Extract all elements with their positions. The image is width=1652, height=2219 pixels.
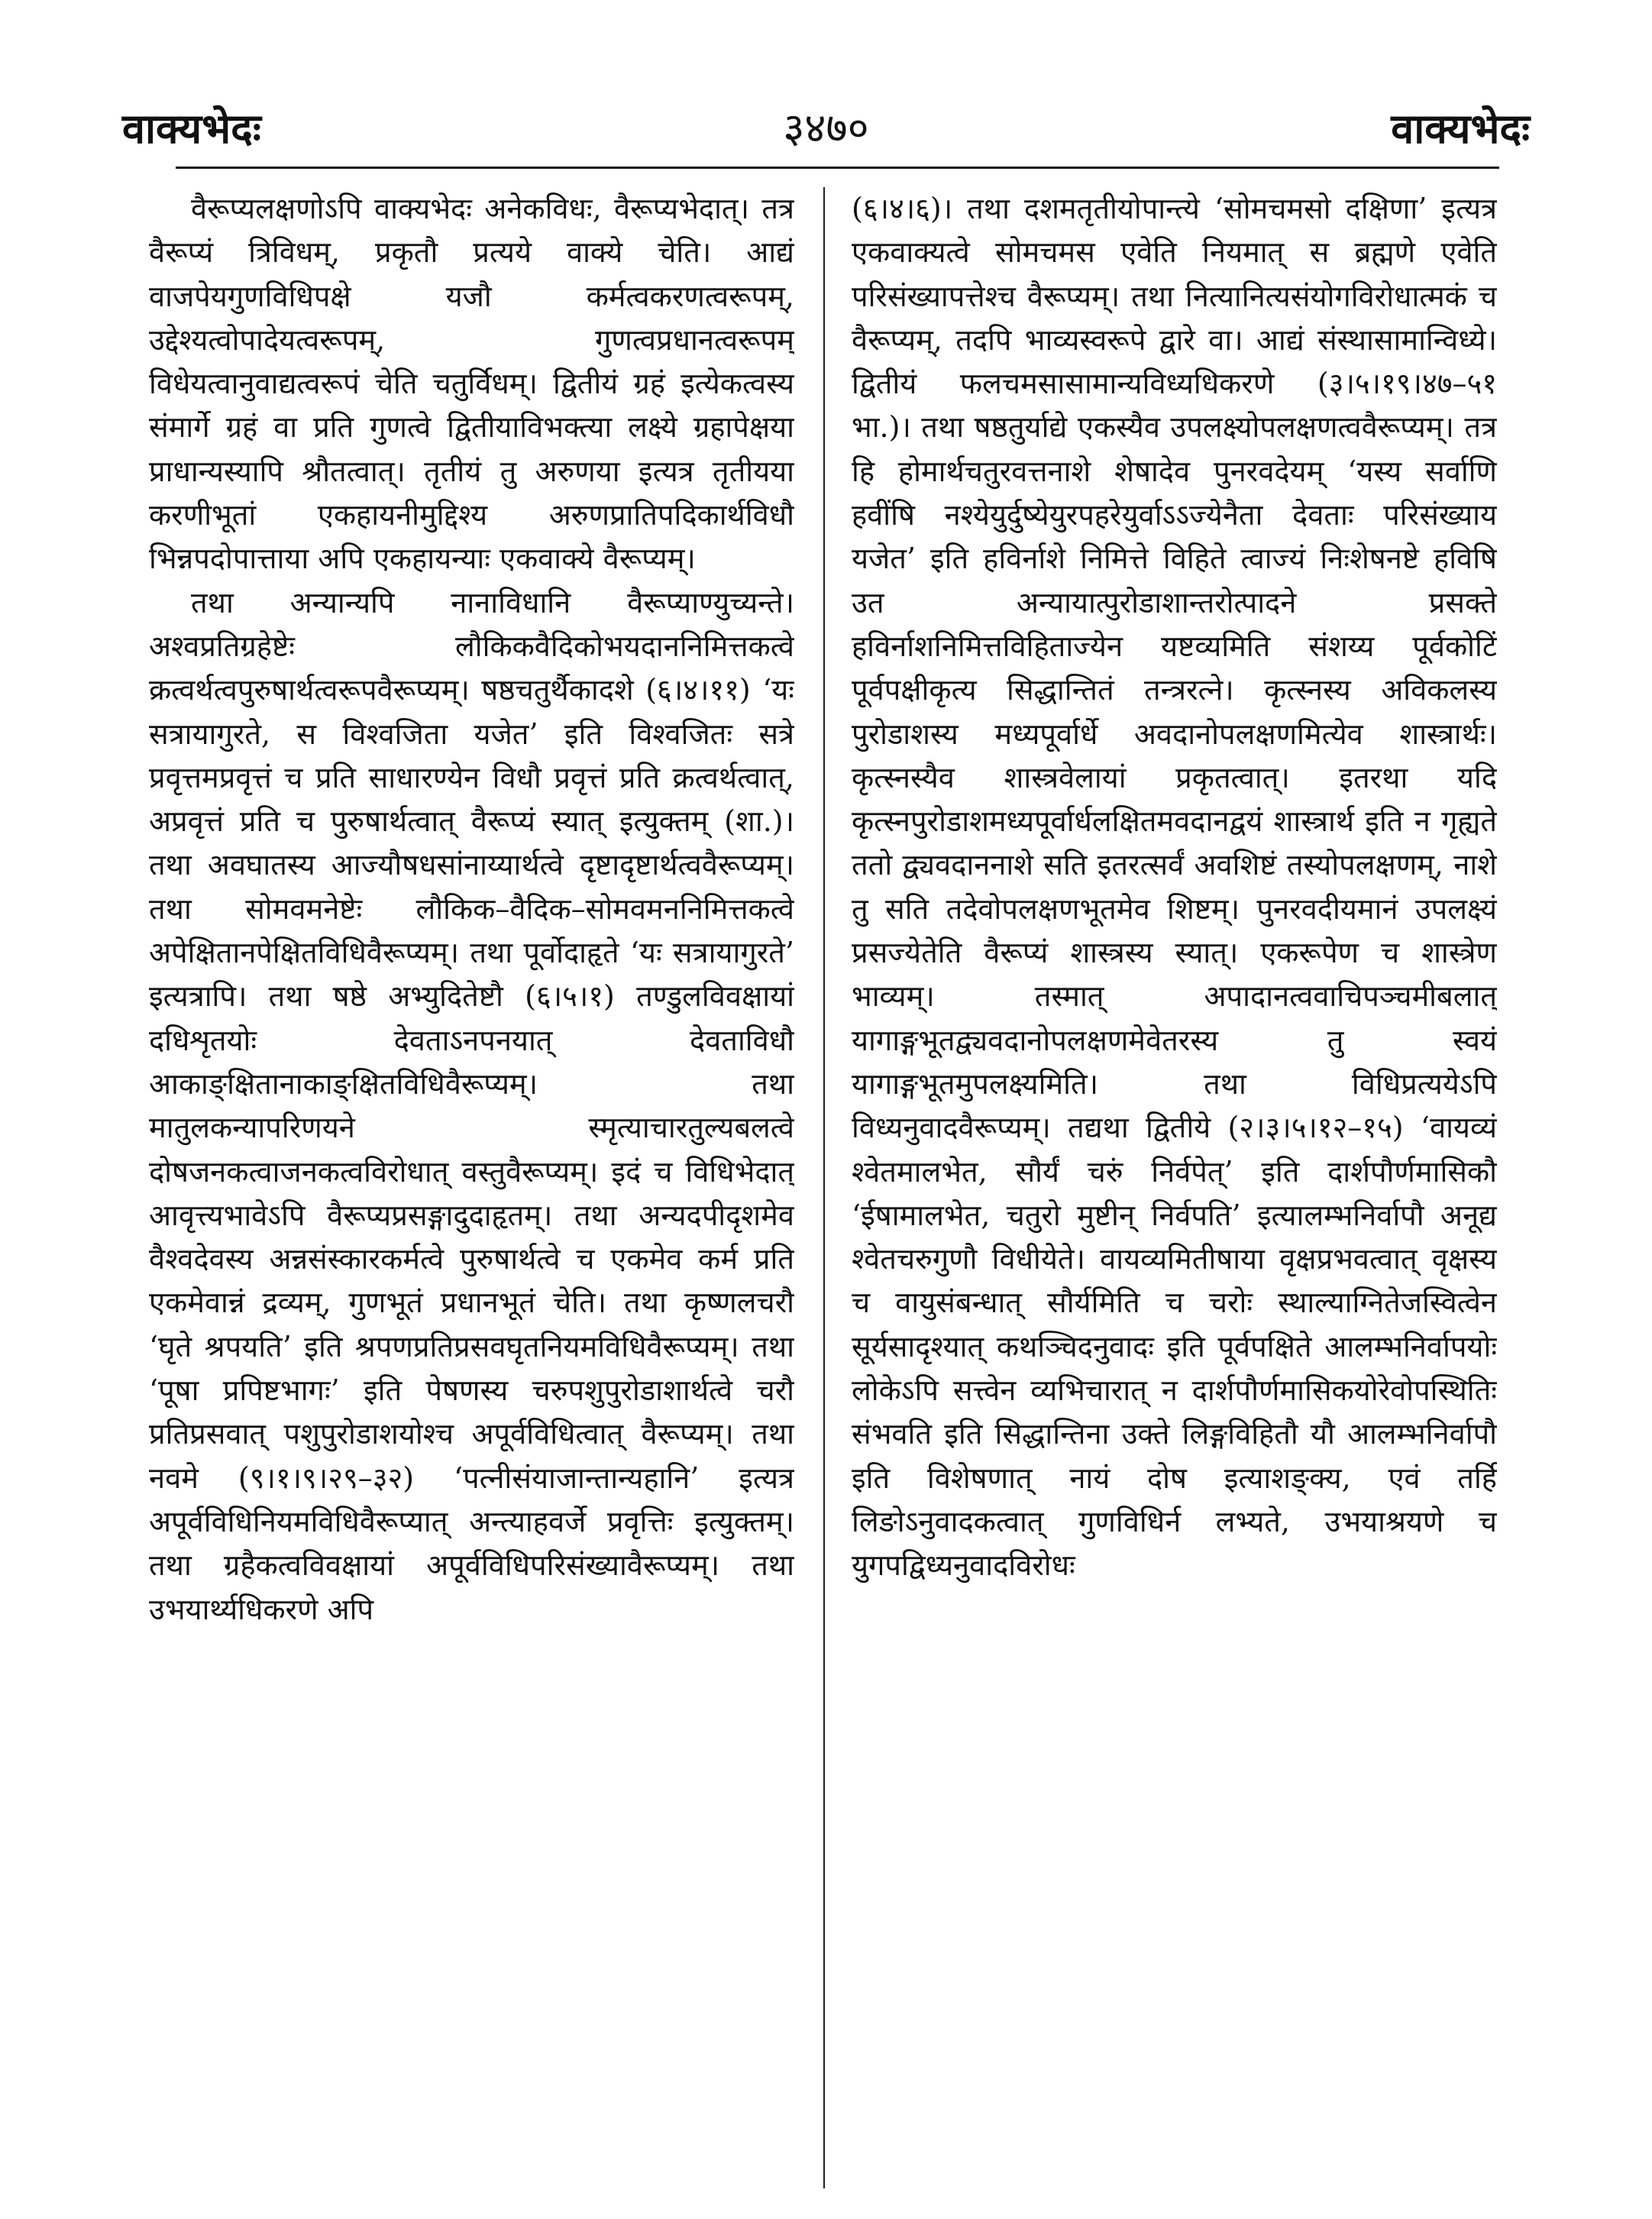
- page-number: ३४७०: [783, 104, 869, 152]
- column-divider: [823, 187, 825, 2188]
- right-column: [852, 187, 1497, 2188]
- left-paragraph-2: तथा अन्यान्यपि नानाविधानि वैरूप्याण्युच्यन्ते। अश्वप्रतिग्रहेष्टेः लौकिकवैदिकोभयदाननिमित्तकत्वे क्रत्वर्थत्वपुरुषार्थत्वरूपवैरूप्यम्। षष्ठचतुर्थैकादशे (६।४।११) ‘यः सत्रायागुरते, स विश्वजिता यजेत’ इति विश्वजितः सत्रे प्रवृत्तमप्रवृत्तं च प्रति साधारण्येन विधौ प्रवृत्तं प्रति क्रत्वर्थत्वात्, अप्रवृत्तं प्रति च पुरुषार्थत्वात् वैरूप्यं स्यात् इत्युक्तम् (शा.)। तथा अवघातस्य आज्यौषधसांनाय्यार्थत्वे दृष्टादृष्टार्थत्ववैरूप्यम्। तथा सोमवमनेष्टेः लौकिक–वैदिक–सोमवमननिमित्तकत्वे अपेक्षितानपेक्षितविधिवैरूप्यम्। तथा पूर्वोदाहृते ‘यः सत्रायागुरते’ इत्यत्रापि। तथा षष्ठे अभ्युदितेष्टौ (६।५।१) तण्डुलविवक्षायां दधिशृतयोः देवताऽनपनयात् देवताविधौ आकाङ्क्षितानाकाङ्क्षितविधिवैरूप्यम्। तथा मातुलकन्यापरिणयने स्मृत्याचारतुल्यबलत्वे दोषजनकत्वाजनकत्वविरोधात् वस्तुवैरूप्यम्। इदं च विधिभेदात् आवृत्त्यभावेऽपि वैरूप्यप्रसङ्गादुदाहृतम्। तथा अन्यदपीदृशमेव वैश्वदेवस्य अन्नसंस्कारकर्मत्वे पुरुषार्थत्वे च एकमेव कर्म प्रति एकमेवान्नं द्रव्यम्, गुणभूतं प्रधानभूतं चेति। तथा कृष्णलचरौ ‘घृते श्रपयति’ इति श्रपणप्रतिप्रसवघृतनियमविधिवैरूप्यम्। तथा ‘पूषा प्रपिष्टभागः’ इति पेषणस्य चरुपशुपुरोडाशार्थत्वे चरौ प्रतिप्रसवात् पशुपुरोडाशयोश्च अपूर्वविधित्वात् वैरूप्यम्। तथा नवमे (९।१।९।२९–३२) ‘पत्नीसंयाजान्तान्यहानि’ इत्यत्र अपूर्वविधिनियमविधिवैरूप्यात् अन्त्याहवर्जे प्रवृत्तिः इत्युक्तम्। तथा ग्रहैकत्वविवक्षायां अपूर्वविधिपरिसंख्यावैरूप्यम्। तथा उभयार्थ्यधिकरणे अपि: [149, 585, 794, 1626]
- left-paragraph-1: वैरूप्यलक्षणोऽपि वाक्यभेदः अनेकविधः, वैरूप्यभेदात्। तत्र वैरूप्यं त्रिविधम्, प्रकृतौ प्रत्यये वाक्ये चेति। आद्यं वाजपेयगुणविधिपक्षे यजौ कर्मत्वकरणत्वरूपम्, उद्देश्यत्वोपादेयत्वरूपम्, गुणत्वप्रधानत्वरूपम् विधेयत्वानुवाद्यत्वरूपं चेति चतुर्विधम्। द्वितीयं ग्रहं इत्येकत्वस्य संमार्गे ग्रहं वा प्रति गुणत्वे द्वितीयाविभक्त्या लक्ष्ये ग्रहापेक्षया प्राधान्यस्यापि श्रौतत्वात्। तृतीयं तु अरुणया इत्यत्र तृतीयया करणीभूतां एकहायनीमुद्दिश्य अरुणप्रातिपदिकार्थविधौ भिन्नपदोपात्ताया अपि एकहायन्याः एकवाक्ये वैरूप्यम्।: [149, 192, 794, 576]
- header-right-headword: वाक्यभेदः: [1391, 104, 1530, 153]
- header-left-headword: वाक्यभेदः: [122, 104, 261, 153]
- header-rule: [176, 167, 1499, 169]
- running-header: [122, 98, 1530, 159]
- left-column: [149, 187, 794, 2188]
- right-paragraph-1: (६।४।६)। तथा दशमतृतीयोपान्त्ये ‘सोमचमसो दक्षिणा’ इत्यत्र एकवाक्यत्वे सोमचमस एवेति नियमात् स ब्रह्मणे एवेति परिसंख्यापत्तेश्च वैरूप्यम्। तथा नित्यानित्यसंयोगविरोधात्मकं च वैरूप्यम्, तदपि भाव्यस्वरूपे द्वारे वा। आद्यं संस्थासामान्विध्ये। द्वितीयं फलचमसासामान्यविध्यधिकरणे (३।५।१९।४७–५१ भा.)। तथा षष्ठतुर्याद्ये एकस्यैव उपलक्ष्योपलक्षणत्ववैरूप्यम्। तत्र हि होमार्थचतुरवत्तनाशे शेषादेव पुनरवदेयम् ‘यस्य सर्वाणि हवींषि नश्येयुर्दुष्येयुरपहरेयुर्वाऽऽज्येनैता देवताः परिसंख्याय यजेत’ इति हविर्नाशे निमित्ते विहिते त्वाज्यं निःशेषनष्टे हविषि उत अन्यायात्पुरोडाशान्तरोत्पादने प्रसक्ते हविर्नाशनिमित्तविहिताज्येन यष्टव्यमिति संशय्य पूर्वकोटिं पूर्वपक्षीकृत्य सिद्धान्तितं तन्त्ररत्ने। कृत्स्नस्य अविकलस्य पुरोडाशस्य मध्यपूर्वार्धे अवदानोपलक्षणमित्येव शास्त्रार्थः। कृत्स्नस्यैव शास्त्रवेलायां प्रकृतत्वात्। इतरथा यदि कृत्स्नपुरोडाशमध्यपूर्वार्धलक्षितमवदानद्वयं शास्त्रार्थ इति न गृह्यते ततो द्व्यवदाननाशे सति इतरत्सर्वं अवशिष्टं तस्योपलक्षणम्, नाशे तु सति तदेवोपलक्षणभूतमेव शिष्टम्। पुनरवदीयमानं उपलक्ष्यं प्रसज्येतेति वैरूप्यं शास्त्रस्य स्यात्। एकरूपेण च शास्त्रेण भाव्यम्। तस्मात् अपादानत्ववाचिपञ्चमीबलात् यागाङ्गभूतद्व्यवदानोपलक्षणमेवेतरस्य तु स्वयं यागाङ्गभूतमुपलक्ष्यमिति। तथा विधिप्रत्ययेऽपि विध्यनुवादवैरूप्यम्। तद्यथा द्वितीये (२।३।५।१२–१५) ‘वायव्यं श्वेतमालभेत, सौर्यं चरुं निर्वपेत्’ इति दार्शपौर्णमासिकौ ‘ईषामालभेत, चतुरो मुष्टीन् निर्वपति’ इत्यालम्भनिर्वापौ अनूद्य श्वेतचरुगुणौ विधीयेते। वायव्यमितीषाया वृक्षप्रभवत्वात् वृक्षस्य च वायुसंबन्धात् सौर्यमिति च चरोः स्थाल्याग्नितेजस्वित्वेन सूर्यसादृश्यात् कथञ्चिदनुवादः इति पूर्वपक्षिते आलम्भनिर्वापयोः लोकेऽपि सत्त्वेन व्यभिचारात् न दार्शपौर्णमासिकयोरेवोपस्थितिः संभवति इति सिद्धान्तिना उक्ते लिङ्गविहितौ यौ आलम्भनिर्वापौ इति विशेषणात् नायं दोष इत्याशङ्क्य, एवं तर्हि लिङोऽनुवादकत्वात् गुणविधिर्न लभ्यते, उभयाश्रयणे च युगपद्विध्यनुवादविरोधः: [852, 192, 1497, 1583]
